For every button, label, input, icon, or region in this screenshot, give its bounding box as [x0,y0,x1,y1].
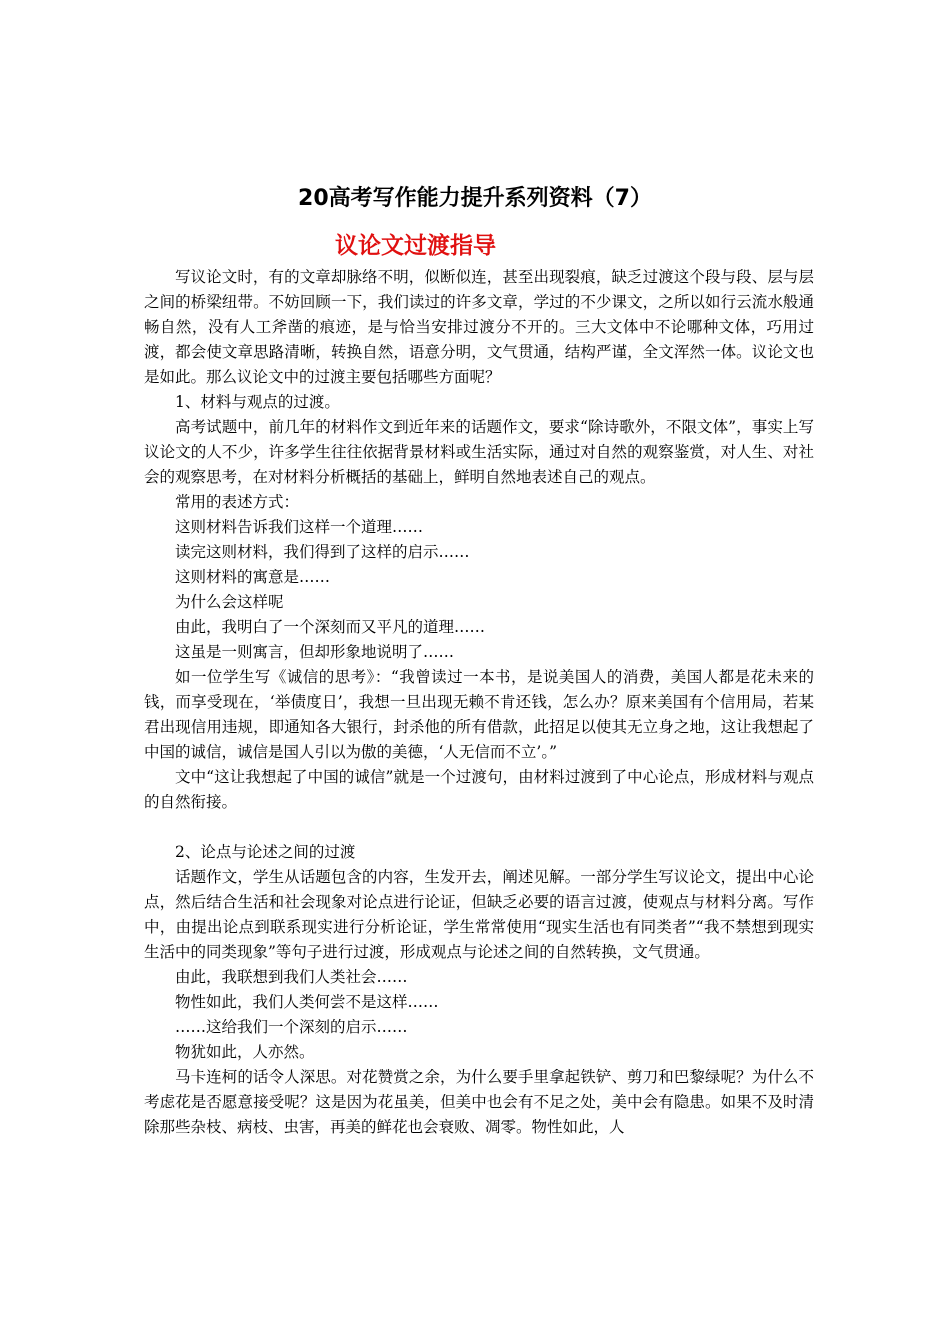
paragraph: 常用的表述方式： [175,493,300,511]
paragraph: 物性如此，我们人类何尝不是这样…… [175,993,439,1011]
paragraph: 由此，我明白了一个深刻而又平凡的道理…… [175,618,486,636]
document-subtitle: 议论文过渡指导 [335,233,496,259]
paragraph: 这虽是一则寓言，但却形象地说明了…… [175,643,455,661]
paragraph: 马卡连柯的话令人深思。对花赞赏之余，为什么要手里拿起铁铲、剪刀和巴黎绿呢？为什么不考虑花是否愿意接受呢？这是因为花虽美，但美中也会有不足之处，美中会有隐患。如果不及时清除那些杂枝、病枝、虫害，再美的鲜花也会衰败、凋零。物性如此，人 [144,1068,814,1136]
paragraph: ……这给我们一个深刻的启示…… [175,1018,408,1036]
paragraph: 这则材料告诉我们这样一个道理…… [175,518,424,536]
paragraph: 文中“这让我想起了中国的诚信”就是一个过渡句，由材料过渡到了中心论点，形成材料与观点的自然衔接。 [144,768,814,811]
paragraph: 写议论文时，有的文章却脉络不明，似断似连，甚至出现裂痕，缺乏过渡这个段与段、层与层之间的桥梁纽带。不妨回顾一下，我们读过的许多文章，学过的不少课文，之所以如行云流水般通畅自然，没有人工斧凿的痕迹，是与恰当安排过渡分不开的。三大文体中不论哪种文体，巧用过渡，都会使文章思路清晰，转换自然，语意分明，文气贯通，结构严谨，全文浑然一体。议论文也是如此。那么议论文中的过渡主要包括哪些方面呢？ [144,268,814,386]
paragraph: 读完这则材料，我们得到了这样的启示…… [175,543,470,561]
blank-line [144,815,814,840]
paragraph: 2、论点与论述之间的过渡 [175,843,356,861]
paragraph: 这则材料的寓意是…… [175,568,331,586]
paragraph: 由此，我联想到我们人类社会…… [175,968,408,986]
paragraph: 话题作文，学生从话题包含的内容，生发开去，阐述见解。一部分学生写议论文，提出中心论点，然后结合生活和社会现象对论点进行论证，但缺乏必要的语言过渡，使观点与材料分离。写作中，由提出论点到联系现实进行分析论证，学生常常使用“现实生活也有同类者”“我不禁想到现实生活中的同类现象”等句子进行过渡，形成观点与论述之间的自然转换，文气贯通。 [144,868,814,961]
paragraph: 物犹如此，人亦然。 [175,1043,315,1061]
document-title: 20高考写作能力提升系列资料（7） [298,186,652,211]
paragraph: 如一位学生写《诚信的思考》：“我曾读过一本书，是说美国人的消费，美国人都是花未来的钱，而享受现在，‘举债度日’，我想一旦出现无赖不肯还钱，怎么办？原来美国有个信用局，若某君出现信用违规，即通知各大银行，封杀他的所有借款，此招足以使其无立身之地，这让我想起了中国的诚信，诚信是国人引以为傲的美德，‘人无信而不立’。” [144,668,814,761]
paragraph: 为什么会这样呢 [175,593,284,611]
document-body [144,265,814,1140]
paragraph: 1、材料与观点的过渡。 [175,393,340,411]
paragraph: 高考试题中，前几年的材料作文到近年来的话题作文，要求“除诗歌外，不限文体”，事实上写议论文的人不少，许多学生往往依据背景材料或生活实际，通过对自然的观察鉴赏，对人生、对社会的观察思考，在对材料分析概括的基础上，鲜明自然地表述自己的观点。 [144,418,814,486]
